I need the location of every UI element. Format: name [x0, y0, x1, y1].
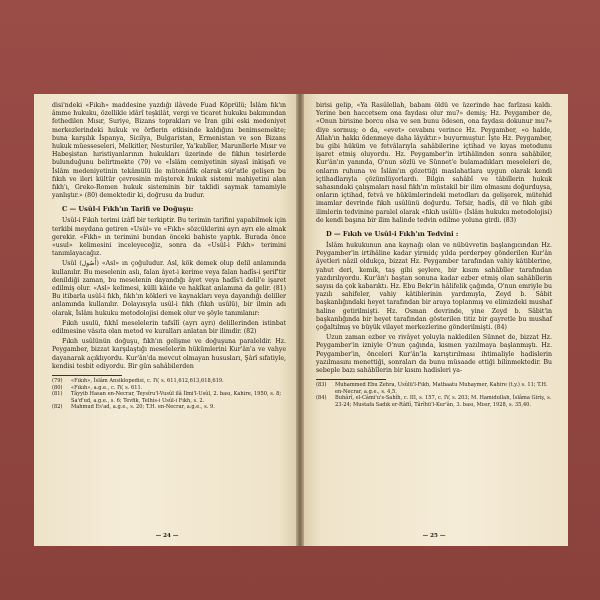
footnote-separator: [52, 375, 122, 376]
right-paragraph: Uzun zaman ezber ve rivâyet yoluyla nakledilen Sünnet de, bizzat Hz. Peygamber'in izniyle O'nun çağında, kısmen yazılmaya başlanmıştı. Hz. Peygamber'in, önceleri Kur'ân'la karıştırılması ihtimaliyle hadislerin yazılmasını menettiği, sonraları da bunu müsaade ettiği bilinmektedir. Bu sebeple bazı sahâbîlerin bir kısım hadisleri ya-: [316, 334, 552, 375]
footnote-number: (82): [52, 404, 63, 411]
footnote: [52, 404, 286, 411]
page-number-left: — 24 —: [155, 533, 179, 539]
footnote-text: «Fıkıh», İslâm Ansiklopedisi, c. IV, s. 611,612,613,618,619.: [71, 378, 224, 385]
right-body-text: [316, 102, 552, 375]
footnote-text: Tâyyib Hasan en-Necrar, Teysîru'l-Vusûl ilâ İlmi'l-Usûl, 2. bası, Kahire, 1950, s. 8; Sa'd'ud, a.g.e., s. 6; Tevfik, Telhis-i Usûl-i Fıkh, s. 2.: [71, 391, 282, 404]
left-paragraph: disi'ndeki «Fıkıh» maddesine yazdığı ilâvede Fuad Köprülü; İslâm fık'ın âmme hukuku, özellikle idârî teşkilât, vergi ve ticaret hukuku bakımından fethedilen Mısır, Suriye, Bizans toprakları ve İran gibi eski medeniyet merkezlerindeki hukuk ve örflerin etkisinde kaldığını benimsemekte; buna karşılık İspanya, Sicilya, Bulgaristan, Ermenistan ve son Bizans hukuk müesseseleri, Melkitler, Nesturiler, Ya'kubîler, Marunîlerle Mısır ve Habeşistan hıristiyanlarının hukukları üzerinde de fıkhın tesirlerde bulunduğunu belirtmekte (79) ve «İslâm cemiyetinin siyasî inkişafı ve İslâm medeniyetinin tekâmülü ile mütenâfik olarak sür'atle gelişen bu fıkıh ve ileri kültür çevresinin müşterek hukuk sistemi mahiyetini alan fıkh'ı, Greko-Romen hukuk sisteminin bir taklidi saymak tamamiyle yanlıştır.» (80) demektedir ki, doğrusu da budur.: [52, 102, 286, 200]
left-footnotes: [52, 378, 286, 411]
footnote: [52, 378, 286, 385]
footnote-number: (79): [52, 378, 63, 385]
footnote-number: (83): [316, 382, 327, 389]
left-paragraph: Usûl (أُصُول) «Asl» ın çoğuludur. Asl, kök demek olup delil anlamında kullanılır. Bu meselenin aslı, falan âyet-i kerime veya falan hadîs-i şerif'tir denildiği zaman, bu meselenin dayandığı âyet veya hadîs'i delil'e işaret edilmiş olur. «Asl» kelimesi, külli kâide ve hakîkat anlamına da gelir. (81) Bu itibarla usûl-i fıkh, fıkh'ın kökleri ve kaynakları veya dayandığı deliller anlamında kullanılır. Dolayısıyla usûl-i fıkh (fıkıh usûlü), bir ilmin adı olarak, İslâm hukuku metodolojisi demek olur ve şöyle tanımlanır:: [52, 260, 286, 317]
right-paragraph: birisi gelip, «Ya Rasûlellah, babam öldü ve üzerinde hac farîzası kaldı. Yerine ben haccetsem ona faydası olur mu?» demiş; Hz. Peygamber de, «Onun birisine borcu olsa ve sen bunu ödesen, ona faydası dokunur mu?» diye sormuş; o da, «evet» cevabını verince Hz. Peygamber, «o halde, Allah'ın hakkı ödenmeye daha lâyıktır.» buyurmuştur. İşte Hz. Peygamber, bu gibi hüküm ve fetvâlarıyla sahâbilerine içtihad ve kıyas metodunu işaret etmiş oluyordu. Hz. Peygamber'in irtihâlinden sonra sahâbiler, Kur'ân'ın yanında, O'nun sözlü ve Sünnet'e bulamadıkları meseleleri de, onların ruhuna ve İslâm'ın gözettiği maslahatlara uygun olarak kendi içtihadlarıyla çözümlüyorlardı. Bilgin sahâbî ve tâbiîlerin hukuk sahasındaki çalışmaları nasıl fıkh'ın müstakil bir ilim olmasını doğurduysa, onların içtihad, fetvâ ve hükümlerindeki metodları da gelişerek, mütehid imamlar devrinde fıkıh usûlünü doğurdu. Tefsir, hadîs, dil ve fıkıh gibi ilimlerin tedvinine paralel olarak «fıkıh usûlü» (İslâm hukuku metodolojisi) de kendi başına bir ilim halinde tedvin edilme yoluna girdi. (83): [316, 102, 552, 224]
section-title-d: D — Fıkıh ve Usûl-i Fıkh'ın Tedvini :: [326, 230, 459, 239]
page-number-right: — 25 —: [422, 533, 446, 539]
book-gutter: [296, 94, 304, 546]
left-paragraph: Usûl-i Fıkıh terimi izâfî bir terkiptir. Bu terimin tarifini yapabilmek için terkibi meydana getiren «Usûl» ve «Fıkh» sözcüklerini ayrı ayrı ele almak gerekir. «Fıkh» ın terimini bundan önceki bahiste yaptık. Burada önce «usul» kelimesini inceleyeceğiz, sonra da «Usûl-i Fıkh» terimini tanımlayacağız.: [52, 217, 286, 258]
footnote-number: (84): [316, 395, 327, 402]
footnote-text: «Fıkıh», a.g.e., c. IV, s. 611.: [71, 384, 143, 391]
left-body-text: [52, 102, 286, 371]
footnote: [316, 382, 552, 395]
footnote-text: Mahmud Es'ad, a.g.e., s. 20; T.H. en-Necrar, a.g.e., s. 9.: [71, 404, 215, 411]
left-page: [34, 94, 300, 546]
footnote-text: Muhammed Ebu Zehra, Usûlü'l-Fıkh, Matbaatu Muhaymer, Kahire (t.y.) s. 11; T.H. en-Necrar, a.g.e., s. 4,5.: [335, 382, 548, 395]
left-paragraph: Fıkıh usûlünün doğuşu, fıkh'ın gelişme ve doğuşuna paraleldir. Hz. Peygamber, bizzat karşılaştığı meselelerin hükümlerini Kur'ân'a ve vahye dayanarak açıklıyordu. Kur'ân'da mevcut olmayan hususları, Şârî sıfatiyle, kendisi tesbit ediyordu. Bir gün sahâbilerden: [52, 338, 286, 370]
footnote-number: (80): [52, 384, 63, 391]
footnote-separator: [316, 379, 386, 380]
section-title-c: C — Usûl-i Fıkh'ın Tarifi ve Doğuşu:: [62, 205, 194, 214]
left-paragraph: Fıkıh usulü, fıkhî meselelerin tafsîlî (ayrı ayrı) delillerinden istinbat edilmesine vâsıta olan metod ve kuralları anlatan bir ilimdir. (82): [52, 319, 286, 336]
footnote: [316, 395, 552, 408]
footnote-number: (81): [52, 391, 63, 398]
right-page: [300, 94, 568, 546]
right-paragraph: İslâm hukukunun ana kaynağı olan ve nübüvvetin başlangıcından Hz. Peygamber'in irtihâline kadar yirmidç yılda perderpey gönderilen Kur'ân âyetleri nâzil oldukça, bizzat Hz. Peygamber tarafından vahiy kâtiblerine, yahut deri, kemik, taş gibi şeylere, bir kısım sahâbîler tarafından yazdırılıyordu. Kur'ân'ı baştan sonuna kadar ezber etmiş olan sahâbîlerin sayısı da çok kabarıktı. Hz. Ebu Bekr'in hâlifelik çağında, O'nun emriyle bu yazılı sahifeler, vahiy kâtiblerinin yardımıyla, Zeyd b. Sâbit başkanlığındaki heyet tarafından bir araya toplanmış ve elimizdeki mushaf haline getirilmişti. Hz. Osman devrinde, yine Zeyd b. Sâbit'in başkanlığında bir heyet tarafından gösterilen titiz bir gayretle bu mushaf çoğaltılmış ve büyük vilayet merkezlerine gönderilmişti. (84): [316, 242, 552, 332]
footnote: [52, 391, 286, 404]
footnote-text: Buhârî, el-Câmi'u's-Sahîh, c. III, s. 157, c. IV, s. 203; M. Hamidullah, İslâma Giriş, s. 23-24; Mustafa Sadık er-Râfiî, Târîhü'l-Kur'ân, 3. bası, Mısır, 1928, s. 35,40.: [335, 395, 552, 409]
right-footnotes: [316, 382, 552, 408]
